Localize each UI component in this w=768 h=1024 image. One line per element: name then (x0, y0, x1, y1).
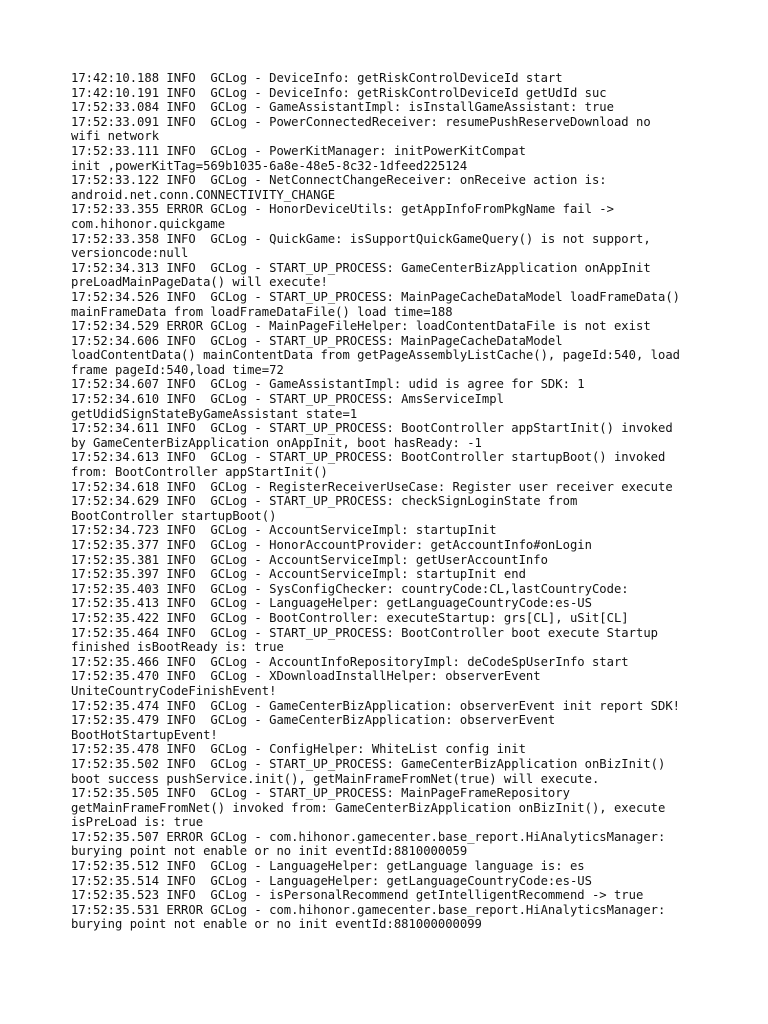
log-line: 17:52:35.413 INFO GCLog - LanguageHelper: getLanguageCountryCode:es-US (71, 596, 592, 611)
log-line: 17:52:34.526 INFO GCLog - START_UP_PROCESS: MainPageCacheDataModel loadFrameData() (71, 289, 681, 304)
log-line: 17:52:35.381 INFO GCLog - AccountServiceImpl: getUserAccountInfo (71, 552, 548, 567)
log-line-list (71, 71, 711, 932)
log-line: by GameCenterBizApplication onAppInit, boot hasReady: -1 (71, 435, 482, 450)
log-line: getUdidSignStateByGameAssistant state=1 (71, 406, 358, 421)
log-line: 17:52:33.122 INFO GCLog - NetConnectChangeReceiver: onReceive action is: (71, 173, 607, 188)
log-line: 17:52:34.313 INFO GCLog - START_UP_PROCESS: GameCenterBizApplication onAppInit (71, 260, 651, 275)
log-line: 17:52:34.611 INFO GCLog - START_UP_PROCESS: BootController appStartInit() invoked (71, 421, 673, 436)
log-line: com.hihonor.quickgame (71, 216, 226, 231)
log-line: 17:52:35.464 INFO GCLog - START_UP_PROCESS: BootController boot execute Startup (71, 625, 658, 640)
log-line: getMainFrameFromNet() invoked from: GameCenterBizApplication onBizInit(), execute (71, 800, 666, 815)
log-line: 17:52:35.470 INFO GCLog - XDownloadInstallHelper: observerEvent (71, 669, 541, 684)
log-line: 17:52:35.466 INFO GCLog - AccountInfoRepositoryImpl: deCodeSpUserInfo start (71, 654, 629, 669)
log-line: 17:52:34.529 ERROR GCLog - MainPageFileHelper: loadContentDataFile is not exist (71, 319, 651, 334)
log-line: versioncode:null (71, 246, 189, 261)
log-line: 17:42:10.191 INFO GCLog - DeviceInfo: getRiskControlDeviceId getUdId suc (71, 85, 607, 100)
log-line: BootHotStartupEvent! (71, 727, 218, 742)
log-line: 17:52:34.618 INFO GCLog - RegisterReceiverUseCase: Register user receiver execute (71, 479, 673, 494)
log-line: 17:52:35.531 ERROR GCLog - com.hihonor.gamecenter.base_report.HiAnalyticsManager: (71, 902, 666, 917)
log-line: 17:52:35.422 INFO GCLog - BootController: executeStartup: grs[CL], uSit[CL] (71, 610, 629, 625)
log-line: android.net.conn.CONNECTIVITY_CHANGE (71, 187, 336, 202)
log-line: BootController startupBoot() (71, 508, 277, 523)
log-line: finished isBootReady is: true (71, 640, 284, 655)
log-line: 17:52:33.358 INFO GCLog - QuickGame: isSupportQuickGameQuery() is not support, (71, 231, 651, 246)
log-line: 17:52:33.084 INFO GCLog - GameAssistantImpl: isInstallGameAssistant: true (71, 100, 614, 115)
log-line: 17:52:35.523 INFO GCLog - isPersonalRecommend getIntelligentRecommend -> true (71, 888, 644, 903)
log-line: 17:52:33.111 INFO GCLog - PowerKitManager: initPowerKitCompat (71, 143, 526, 158)
log-line: 17:52:35.403 INFO GCLog - SysConfigChecker: countryCode:CL,lastCountryCode: (71, 581, 629, 596)
log-line: 17:52:35.502 INFO GCLog - START_UP_PROCESS: GameCenterBizApplication onBizInit() (71, 756, 666, 771)
log-line: UniteCountryCodeFinishEvent! (71, 683, 277, 698)
log-line: boot success pushService.init(), getMainFrameFromNet(true) will execute. (71, 771, 600, 786)
log-line: 17:52:33.355 ERROR GCLog - HonorDeviceUtils: getAppInfoFromPkgName fail -> (71, 202, 614, 217)
log-line: wifi network (71, 129, 160, 144)
log-line: 17:52:34.610 INFO GCLog - START_UP_PROCESS: AmsServiceImpl (71, 392, 504, 407)
log-line: 17:42:10.188 INFO GCLog - DeviceInfo: getRiskControlDeviceId start (71, 71, 563, 85)
log-line: 17:52:34.606 INFO GCLog - START_UP_PROCESS: MainPageCacheDataModel (71, 333, 563, 348)
log-document (71, 71, 711, 932)
log-line: 17:52:34.629 INFO GCLog - START_UP_PROCESS: checkSignLoginState from (71, 494, 578, 509)
log-line: preLoadMainPageData() will execute! (71, 275, 328, 290)
log-line: init ,powerKitTag=569b1035-6a8e-48e5-8c32-1dfeed225124 (71, 158, 468, 173)
log-line: burying point not enable or no init eventId:881000000099 (71, 917, 482, 932)
log-line: mainFrameData from loadFrameDataFile() load time=188 (71, 304, 453, 319)
log-line: loadContentData() mainContentData from getPageAssemblyListCache(), pageId:540, load (71, 348, 681, 363)
log-line: 17:52:35.507 ERROR GCLog - com.hihonor.gamecenter.base_report.HiAnalyticsManager: (71, 829, 666, 844)
log-line: isPreLoad is: true (71, 815, 204, 830)
log-line: 17:52:34.723 INFO GCLog - AccountServiceImpl: startupInit (71, 523, 497, 538)
log-line: from: BootController appStartInit() (71, 465, 328, 480)
log-line: 17:52:35.514 INFO GCLog - LanguageHelper: getLanguageCountryCode:es-US (71, 873, 592, 888)
log-line: frame pageId:540,load time=72 (71, 362, 284, 377)
log-line: 17:52:35.397 INFO GCLog - AccountServiceImpl: startupInit end (71, 567, 526, 582)
log-line: 17:52:34.613 INFO GCLog - START_UP_PROCESS: BootController startupBoot() invoked (71, 450, 666, 465)
log-line: 17:52:34.607 INFO GCLog - GameAssistantImpl: udid is agree for SDK: 1 (71, 377, 585, 392)
log-line: 17:52:35.478 INFO GCLog - ConfigHelper: WhiteList config init (71, 742, 526, 757)
log-line: 17:52:35.505 INFO GCLog - START_UP_PROCESS: MainPageFrameRepository (71, 786, 570, 801)
log-line: 17:52:35.474 INFO GCLog - GameCenterBizApplication: observerEvent init report SDK! (71, 698, 681, 713)
log-line: 17:52:35.512 INFO GCLog - LanguageHelper: getLanguage language is: es (71, 859, 585, 874)
log-line: 17:52:35.377 INFO GCLog - HonorAccountProvider: getAccountInfo#onLogin (71, 538, 592, 552)
log-line: 17:52:33.091 INFO GCLog - PowerConnectedReceiver: resumePushReserveDownload no (71, 114, 651, 129)
log-line: 17:52:35.479 INFO GCLog - GameCenterBizApplication: observerEvent (71, 713, 556, 728)
log-line: burying point not enable or no init eventId:8810000059 (71, 844, 468, 859)
